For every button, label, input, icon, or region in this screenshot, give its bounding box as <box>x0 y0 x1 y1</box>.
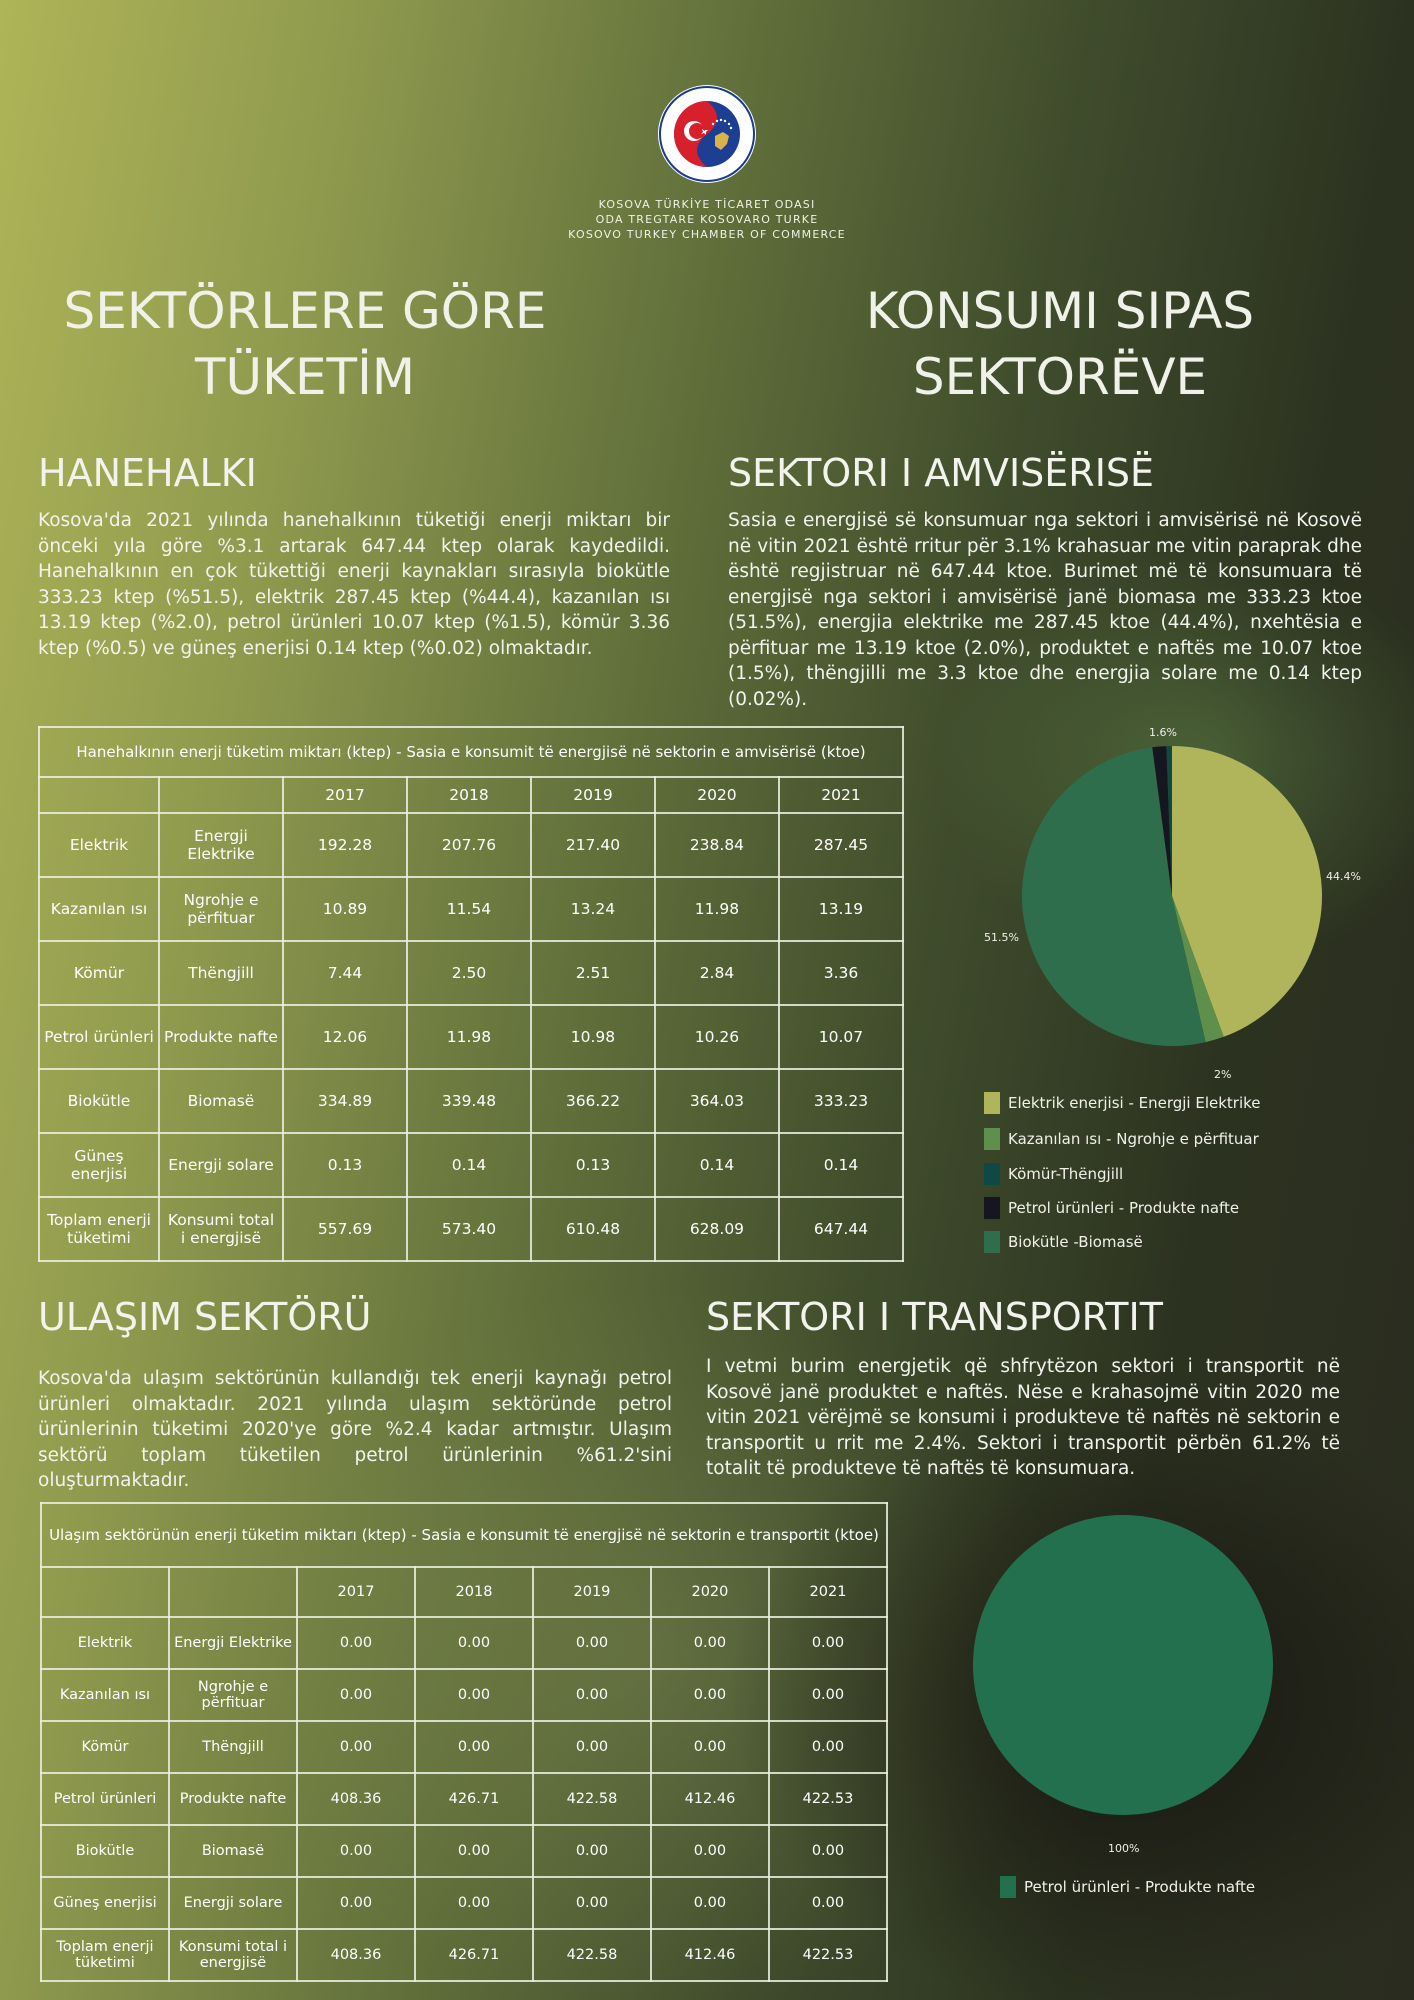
legend-label: Biokütle -Biomasë <box>1008 1233 1143 1251</box>
table-cell-value: 422.58 <box>533 1929 651 1981</box>
row-label-sq: Thëngjill <box>169 1721 297 1773</box>
table-caption: Hanehalkının enerji tüketim miktarı (ktep) - Sasia e konsumit të energjisë në sektorin e amvisërisë (ktoe) <box>39 727 903 777</box>
table-cell-value: 366.22 <box>531 1069 655 1133</box>
table-row <box>41 1617 887 1669</box>
empty-header-cell <box>169 1567 297 1617</box>
table-row <box>39 1197 903 1261</box>
table-header-row <box>41 1567 887 1617</box>
legend-swatch <box>984 1092 1000 1114</box>
table-row <box>41 1825 887 1877</box>
row-label-sq: Energji solare <box>159 1133 283 1197</box>
row-label-sq: Ngrohje e përfituar <box>159 877 283 941</box>
table-cell-value: 364.03 <box>655 1069 779 1133</box>
table-cell-value: 408.36 <box>297 1773 415 1825</box>
transport-text-sq: I vetmi burim energjetik që shfrytëzon sektori i transportit në Kosovë janë produktet e naftës. Nëse e krahasojmë vitin 2020 me vitin 2021 vërëjmë se konsumi i produkteve të naftës në sektorin e transportit u rrit me 2.4%. Sektori i transportit përbën 61.2% të totalit të produkteve të naftës të konsumuara. <box>706 1356 1340 1479</box>
row-label-tr: Kazanılan ısı <box>41 1669 169 1721</box>
table-cell-value: 0.14 <box>779 1133 903 1197</box>
table-cell-value: 11.98 <box>655 877 779 941</box>
table-cell-value: 0.00 <box>415 1721 533 1773</box>
table-cell-value: 0.00 <box>651 1617 769 1669</box>
row-label-tr: Elektrik <box>41 1617 169 1669</box>
table-cell-value: 0.13 <box>531 1133 655 1197</box>
table-cell-value: 408.36 <box>297 1929 415 1981</box>
row-label-sq: Konsumi total i energjisë <box>159 1197 283 1261</box>
table-cell-value: 10.07 <box>779 1005 903 1069</box>
table-cell-value: 11.98 <box>407 1005 531 1069</box>
pie1-label-coal: 1.6% <box>1149 726 1177 739</box>
table-cell-value: 426.71 <box>415 1929 533 1981</box>
table-cell-value: 0.00 <box>415 1617 533 1669</box>
table-cell-value: 11.54 <box>407 877 531 941</box>
household-text-sq: Sasia e energjisë së konsumuar nga sektori i amvisërisë në Kosovë në vitin 2021 është rritur për 3.1% krahasuar me vitin paraprak dhe është regjistruar në 647.44 ktoe. Burimet më të konsumuara të energjisë nga sektori i amvisërisë janë biomasa me 333.23 ktoe (51.5%), energjia elektrike me 287.45 ktoe (44.4%), nxehtësia e përfituar me 13.19 ktoe (2.0%), produktet e naftës me 10.07 ktoe (1.5%), thëngjilli me 3.3 ktoe dhe energjia solare me 0.14 ktep (0.02%). <box>728 510 1362 710</box>
table-cell-value: 13.24 <box>531 877 655 941</box>
table-header-row <box>39 777 903 813</box>
title-sq-line-2: SEKTORËVE <box>912 348 1208 406</box>
table-cell-value: 0.00 <box>415 1825 533 1877</box>
table-row <box>39 1005 903 1069</box>
table-cell-value: 339.48 <box>407 1069 531 1133</box>
pie1-legend-coal <box>984 1163 1123 1185</box>
year-header: 2018 <box>407 777 531 813</box>
table-cell-value: 0.00 <box>297 1617 415 1669</box>
year-header: 2017 <box>283 777 407 813</box>
legend-swatch <box>984 1197 1000 1219</box>
pie2-legend-oil <box>1000 1876 1255 1898</box>
year-header: 2019 <box>531 777 655 813</box>
table-row <box>39 1133 903 1197</box>
table-cell-value: 422.53 <box>769 1773 887 1825</box>
pie1-legend-oil <box>984 1197 1239 1219</box>
table-cell-value: 573.40 <box>407 1197 531 1261</box>
year-header: 2021 <box>779 777 903 813</box>
table-cell-value: 0.00 <box>651 1669 769 1721</box>
year-header: 2020 <box>651 1567 769 1617</box>
title-tr-line-2: TÜKETİM <box>195 348 415 406</box>
table-cell-value: 426.71 <box>415 1773 533 1825</box>
row-label-tr: Toplam enerji tüketimi <box>41 1929 169 1981</box>
household-heading-tr: HANEHALKI <box>38 451 257 495</box>
year-header: 2017 <box>297 1567 415 1617</box>
table-cell-value: 238.84 <box>655 813 779 877</box>
table-cell-value: 3.36 <box>779 941 903 1005</box>
table-cell-value: 334.89 <box>283 1069 407 1133</box>
table-cell-value: 333.23 <box>779 1069 903 1133</box>
table-cell-value: 0.00 <box>769 1825 887 1877</box>
legend-swatch <box>984 1231 1000 1253</box>
row-label-tr: Kömür <box>41 1721 169 1773</box>
table-cell-value: 192.28 <box>283 813 407 877</box>
table-cell-value: 422.58 <box>533 1773 651 1825</box>
table-row <box>39 877 903 941</box>
pie1-label-heat: 2% <box>1214 1068 1232 1081</box>
legend-swatch <box>1000 1876 1016 1898</box>
table-cell-value: 610.48 <box>531 1197 655 1261</box>
pie2-label-oil: 100% <box>1108 1842 1140 1855</box>
table-cell-value: 0.00 <box>415 1877 533 1929</box>
table-cell-value: 412.46 <box>651 1773 769 1825</box>
legend-label: Petrol ürünleri - Produkte nafte <box>1024 1878 1256 1896</box>
row-label-tr: Güneş enerjisi <box>39 1133 159 1197</box>
table-cell-value: 647.44 <box>779 1197 903 1261</box>
table-cell-value: 557.69 <box>283 1197 407 1261</box>
table-row <box>39 813 903 877</box>
empty-header-cell <box>39 777 159 813</box>
pie1-label-biomass: 51.5% <box>984 931 1019 944</box>
empty-header-cell <box>41 1567 169 1617</box>
table-cell-value: 12.06 <box>283 1005 407 1069</box>
table-cell-value: 0.00 <box>769 1669 887 1721</box>
table-cell-value: 0.14 <box>655 1133 779 1197</box>
row-label-sq: Energji Elektrike <box>169 1617 297 1669</box>
row-label-tr: Güneş enerjisi <box>41 1877 169 1929</box>
table-cell-value: 628.09 <box>655 1197 779 1261</box>
table-cell-value: 207.76 <box>407 813 531 877</box>
table-cell-value: 287.45 <box>779 813 903 877</box>
row-label-tr: Petrol ürünleri <box>39 1005 159 1069</box>
chamber-logo <box>657 84 757 184</box>
table-cell-value: 0.00 <box>297 1877 415 1929</box>
row-label-sq: Energji solare <box>169 1877 297 1929</box>
table-row <box>39 1069 903 1133</box>
table-cell-value: 217.40 <box>531 813 655 877</box>
row-label-sq: Energji Elektrike <box>159 813 283 877</box>
table-row <box>39 941 903 1005</box>
household-text-tr: Kosova'da 2021 yılında hanehalkının tüketiği enerji miktarı bir önceki yıla göre %3.1 artarak 647.44 ktep olarak kaydedildi. Hanehalkının en çok tükettiği enerji kaynakları sırasıyla biokütle 333.23 ktep (%51.5), elektrik 287.45 ktep (%44.4), kazanılan ısı 13.19 ktep (%2.0), petrol ürünleri 10.07 ktep (%1.5), kömür 3.36 ktep (%0.5) ve güneş enerjisi 0.14 ktep (%0.02) olmaktadır. <box>38 510 670 659</box>
year-header: 2018 <box>415 1567 533 1617</box>
household-pie-chart <box>1010 740 1340 1060</box>
table-cell-value: 10.98 <box>531 1005 655 1069</box>
legend-label: Elektrik enerjisi - Energji Elektrike <box>1008 1094 1261 1112</box>
table-row <box>41 1877 887 1929</box>
title-tr <box>20 278 590 410</box>
table-cell-value: 0.00 <box>769 1877 887 1929</box>
household-heading-sq: SEKTORI I AMVISËRISË <box>728 451 1155 495</box>
table-cell-value: 10.26 <box>655 1005 779 1069</box>
legend-label: Petrol ürünleri - Produkte nafte <box>1008 1199 1240 1217</box>
table-cell-value: 0.13 <box>283 1133 407 1197</box>
title-sq-line-1: KONSUMI SIPAS <box>865 282 1255 340</box>
legend-swatch <box>984 1128 1000 1150</box>
empty-header-cell <box>159 777 283 813</box>
table-cell-value: 10.89 <box>283 877 407 941</box>
row-label-sq: Produkte nafte <box>169 1773 297 1825</box>
title-tr-line-1: SEKTÖRLERE GÖRE <box>63 282 547 340</box>
table-cell-value: 2.51 <box>531 941 655 1005</box>
pie1-legend-heat <box>984 1128 1259 1150</box>
row-label-sq: Konsumi total i energjisë <box>169 1929 297 1981</box>
legend-swatch <box>984 1163 1000 1185</box>
legend-label: Kömür-Thëngjill <box>1008 1165 1124 1183</box>
row-label-tr: Kömür <box>39 941 159 1005</box>
table-cell-value: 2.84 <box>655 941 779 1005</box>
table-caption: Ulaşım sektörünün enerji tüketim miktarı (ktep) - Sasia e konsumit të energjisë në sektorin e transportit (ktoe) <box>41 1503 887 1567</box>
table-cell-value: 0.14 <box>407 1133 531 1197</box>
table-row <box>41 1721 887 1773</box>
table-cell-value: 7.44 <box>283 941 407 1005</box>
household-table <box>38 726 904 1262</box>
year-header: 2019 <box>533 1567 651 1617</box>
table-cell-value: 13.19 <box>779 877 903 941</box>
transport-table <box>40 1502 888 1982</box>
table-cell-value: 0.00 <box>415 1669 533 1721</box>
table-cell-value: 0.00 <box>769 1721 887 1773</box>
row-label-sq: Produkte nafte <box>159 1005 283 1069</box>
table-row <box>41 1929 887 1981</box>
transport-heading-sq: SEKTORI I TRANSPORTIT <box>706 1295 1163 1339</box>
row-label-tr: Biokütle <box>39 1069 159 1133</box>
table-row <box>41 1669 887 1721</box>
table-cell-value: 0.00 <box>533 1877 651 1929</box>
year-header: 2021 <box>769 1567 887 1617</box>
table-cell-value: 0.00 <box>297 1669 415 1721</box>
pie1-label-electric: 44.4% <box>1326 870 1361 883</box>
table-cell-value: 0.00 <box>533 1721 651 1773</box>
row-label-tr: Toplam enerji tüketimi <box>39 1197 159 1261</box>
pie-slice <box>973 1515 1273 1815</box>
row-label-tr: Biokütle <box>41 1825 169 1877</box>
transport-heading-tr: ULAŞIM SEKTÖRÜ <box>38 1295 372 1339</box>
row-label-sq: Biomasë <box>169 1825 297 1877</box>
row-label-sq: Thëngjill <box>159 941 283 1005</box>
table-cell-value: 0.00 <box>297 1721 415 1773</box>
transport-text-tr: Kosova'da ulaşım sektörünün kullandığı tek enerji kaynağı petrol ürünleri olmaktadır. 2021 yılında ulaşım sektöründe petrol ürünlerinin tüketimi 2020'ye göre %2.4 kadar artmıştır. Ulaşım sektörü toplam tüketilen petrol ürünlerinin %61.2'sini oluşturmaktadır. <box>38 1368 672 1491</box>
row-label-tr: Kazanılan ısı <box>39 877 159 941</box>
header-line-3: KOSOVO TURKEY CHAMBER OF COMMERCE <box>568 228 846 241</box>
table-cell-value: 0.00 <box>651 1877 769 1929</box>
row-label-sq: Ngrohje e përfituar <box>169 1669 297 1721</box>
table-cell-value: 0.00 <box>533 1669 651 1721</box>
table-cell-value: 0.00 <box>533 1825 651 1877</box>
header-line-1: KOSOVA TÜRKİYE TİCARET ODASI <box>598 198 816 211</box>
legend-label: Kazanılan ısı - Ngrohje e përfituar <box>1008 1130 1259 1148</box>
table-cell-value: 0.00 <box>651 1721 769 1773</box>
row-label-tr: Petrol ürünleri <box>41 1773 169 1825</box>
pie1-legend-electric <box>984 1092 1261 1114</box>
table-cell-value: 412.46 <box>651 1929 769 1981</box>
transport-pie-chart <box>970 1512 1276 1818</box>
year-header: 2020 <box>655 777 779 813</box>
table-cell-value: 0.00 <box>533 1617 651 1669</box>
row-label-tr: Elektrik <box>39 813 159 877</box>
row-label-sq: Biomasë <box>159 1069 283 1133</box>
table-cell-value: 2.50 <box>407 941 531 1005</box>
table-cell-value: 0.00 <box>297 1825 415 1877</box>
pie1-legend-biomass <box>984 1231 1143 1253</box>
header-line-2: ODA TREGTARE KOSOVARO TURKE <box>595 213 819 226</box>
title-sq <box>770 278 1350 410</box>
table-cell-value: 422.53 <box>769 1929 887 1981</box>
table-cell-value: 0.00 <box>651 1825 769 1877</box>
table-row <box>41 1773 887 1825</box>
table-cell-value: 0.00 <box>769 1617 887 1669</box>
